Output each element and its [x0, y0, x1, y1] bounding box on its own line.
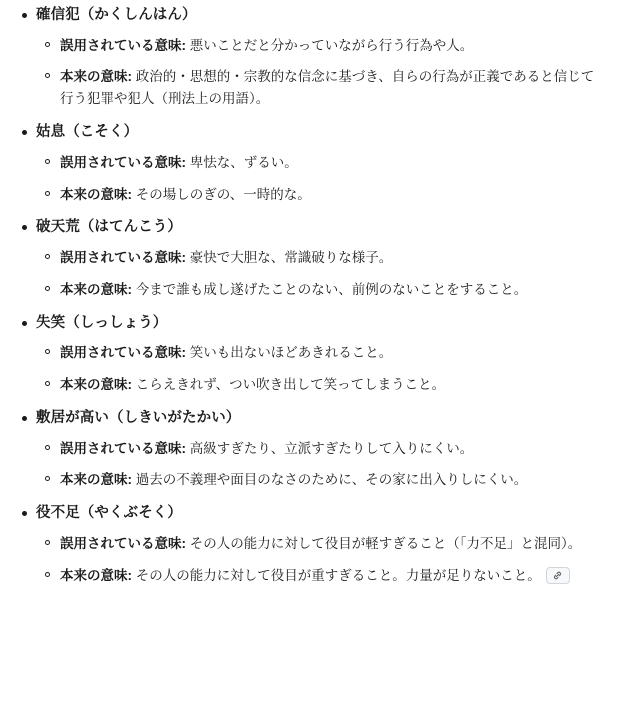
hollow-bullet-icon: [45, 191, 50, 196]
hollow-bullet-icon: [45, 381, 50, 386]
sense-label: 本来の意味:: [60, 567, 132, 583]
sense-list: [36, 438, 603, 492]
sense-label: 本来の意味:: [60, 186, 132, 202]
term-title: 役不足（やくぶそく）: [36, 505, 182, 522]
hollow-bullet-icon: [45, 42, 50, 47]
hollow-bullet-icon: [45, 445, 50, 450]
sense-label: 本来の意味:: [60, 472, 132, 488]
sense-label: 誤用されている意味:: [60, 440, 186, 456]
bullet-icon: [22, 416, 27, 421]
sense-text: 豪快で大胆な、常識破りな様子。: [189, 249, 393, 265]
hollow-bullet-icon: [45, 73, 50, 78]
sense-text: 政治的・思想的・宗教的な信念に基づき、自らの行為が正義であると信じて行う犯罪や犯人（刑法上の用語）。: [60, 69, 595, 107]
list-item: [14, 6, 603, 110]
sense-list: [36, 342, 603, 396]
list-item: [36, 35, 603, 57]
bullet-icon: [22, 321, 27, 326]
list-item: [36, 279, 603, 301]
list-item: [36, 66, 603, 110]
bullet-icon: [22, 511, 27, 516]
sense-text: こらえきれず、つい吹き出して笑ってしまうこと。: [135, 377, 446, 393]
sense-text: 笑いも出ないほどあきれること。: [189, 345, 393, 361]
sense-list: [36, 247, 603, 301]
list-item: [36, 565, 603, 587]
list-item: [14, 504, 603, 586]
list-item: [36, 152, 603, 174]
list-item: [36, 469, 603, 491]
term-title: 破天荒（はてんこう）: [36, 219, 182, 236]
hollow-bullet-icon: [45, 540, 50, 545]
sense-text: その人の能力に対して役目が軽すぎること（「力不足」と混同）。: [189, 535, 582, 551]
bullet-icon: [22, 130, 27, 135]
sense-label: 本来の意味:: [60, 69, 132, 85]
hollow-bullet-icon: [45, 476, 50, 481]
sense-text: 高級すぎたり、立派すぎたりして入りにくい。: [189, 440, 474, 456]
sense-label: 誤用されている意味:: [60, 535, 186, 551]
sense-list: [36, 533, 603, 587]
list-item: [14, 218, 603, 300]
sense-text: 今まで誰も成し遂げたことのない、前例のないことをすること。: [135, 281, 528, 297]
term-title: 敷居が高い（しきいがたかい）: [36, 409, 241, 426]
sense-text: 悪いことだと分かっていながら行う行為や人。: [189, 37, 474, 53]
sense-label: 本来の意味:: [60, 281, 132, 297]
sense-list: [36, 152, 603, 206]
list-item: [36, 247, 603, 269]
list-item: [14, 314, 603, 396]
list-item: [14, 409, 603, 491]
glossary-list: [14, 6, 603, 587]
hollow-bullet-icon: [45, 572, 50, 577]
list-item: [36, 374, 603, 396]
sense-label: 誤用されている意味:: [60, 37, 186, 53]
list-item: [36, 533, 603, 555]
link-icon[interactable]: [546, 567, 570, 584]
sense-text: 過去の不義理や面目のなさのために、その家に出入りしにくい。: [135, 472, 528, 488]
sense-label: 誤用されている意味:: [60, 249, 186, 265]
hollow-bullet-icon: [45, 286, 50, 291]
term-title: 姑息（こそく）: [36, 124, 139, 141]
sense-text: 卑怯な、ずるい。: [189, 154, 298, 170]
list-item: [36, 438, 603, 460]
hollow-bullet-icon: [45, 254, 50, 259]
sense-list: [36, 35, 603, 111]
sense-label: 本来の意味:: [60, 377, 132, 393]
list-item: [36, 342, 603, 364]
list-item: [14, 123, 603, 205]
bullet-icon: [22, 225, 27, 230]
sense-label: 誤用されている意味:: [60, 154, 186, 170]
sense-label: 誤用されている意味:: [60, 345, 186, 361]
hollow-bullet-icon: [45, 349, 50, 354]
list-item: [36, 184, 603, 206]
hollow-bullet-icon: [45, 159, 50, 164]
sense-text: その人の能力に対して役目が重すぎること。力量が足りないこと。: [135, 567, 541, 583]
bullet-icon: [22, 13, 27, 18]
term-title: 失笑（しっしょう）: [36, 314, 168, 331]
term-title: 確信犯（かくしんはん）: [36, 7, 197, 23]
sense-text: その場しのぎの、一時的な。: [135, 186, 311, 202]
